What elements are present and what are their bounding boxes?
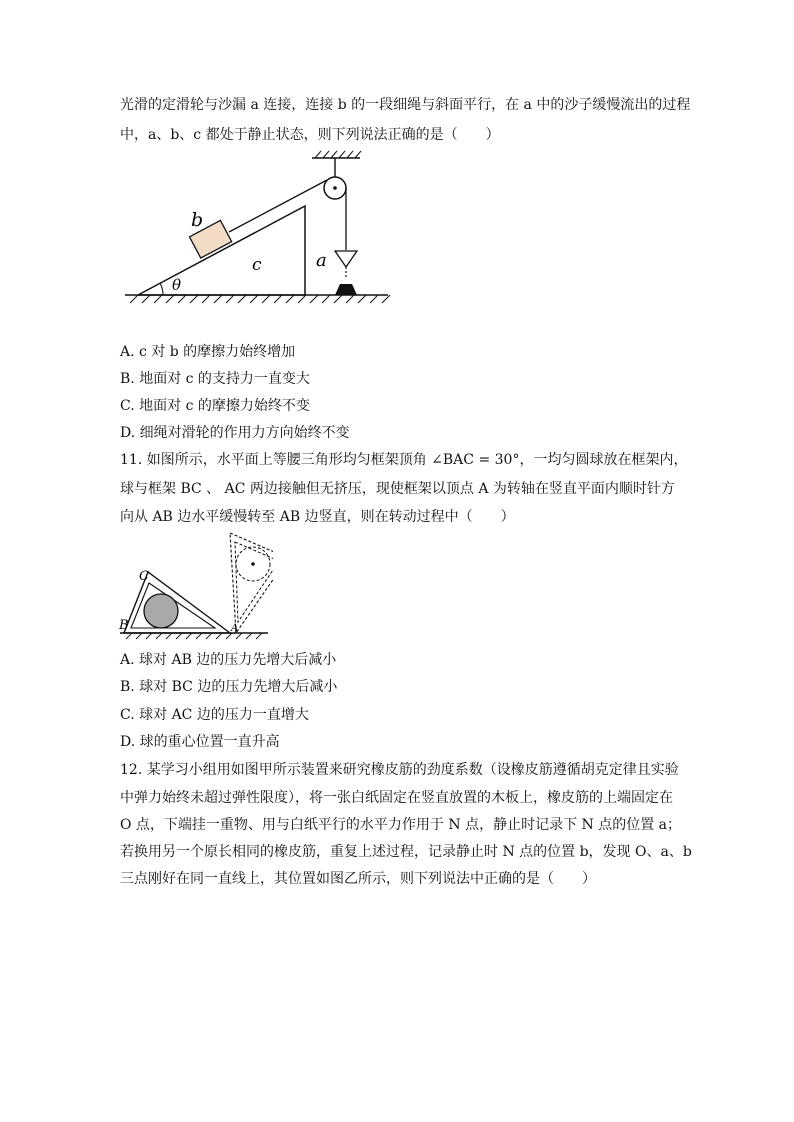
q11-option-b: B. 球对 BC 边的压力先增大后减小 bbox=[120, 679, 338, 695]
sand-pile bbox=[335, 284, 357, 295]
q12-line-5: 三点刚好在同一直线上，其位置如图乙所示，则下列说法中正确的是（ ） bbox=[120, 871, 596, 887]
q10-option-c: C. 地面对 c 的摩擦力始终不变 bbox=[120, 398, 310, 414]
label-a: a bbox=[316, 250, 327, 271]
q11-option-d: D. 球的重心位置一直升高 bbox=[120, 734, 280, 750]
label-b: b bbox=[191, 209, 204, 231]
q11-stem-line-2: 球与框架 BC 、 AC 两边接触但无挤压，现使框架以顶点 A 为转轴在竖直平面内顺时针方 bbox=[120, 481, 675, 497]
label-B: B bbox=[119, 618, 129, 633]
q10-incline-figure bbox=[120, 150, 400, 315]
label-A: A bbox=[231, 623, 239, 634]
q12-line-2: 中弹力始终未超过弹性限度），将一张白纸固定在竖直放置的木板上，橡皮筋的上端固定在 bbox=[120, 790, 673, 806]
label-theta: θ bbox=[172, 276, 182, 294]
q10-option-a: A. c 对 b 的摩擦力始终增加 bbox=[120, 344, 296, 360]
q11-stem-line-3: 向从 AB 边水平缓慢转至 AB 边竖直，则在转动过程中（ ） bbox=[120, 509, 515, 525]
q12-line-4: 若换用另一个原长相同的橡皮筋，重复上述过程，记录静止时 N 点的位置 b，发现 O、a、b bbox=[120, 844, 692, 860]
label-C: C bbox=[139, 569, 149, 584]
incline-block-c bbox=[138, 206, 305, 295]
q10-stem-line-2: 中，a、b、c 都处于静止状态，则下列说法正确的是（ ） bbox=[120, 127, 500, 143]
q12-line-1: 12. 某学习小组用如图甲所示装置来研究橡皮筋的劲度系数（设橡皮筋遵循胡克定律且实验 bbox=[120, 762, 679, 778]
q11-frame-figure bbox=[118, 530, 273, 642]
sand-funnel-a bbox=[335, 251, 357, 267]
q12-line-3: O 点，下端挂一重物、用与白纸平行的水平力作用于 N 点，静止时记录下 N 点的位置 a； bbox=[120, 817, 682, 833]
q10-option-b: B. 地面对 c 的支持力一直变大 bbox=[120, 371, 310, 387]
q11-stem-line-1: 11. 如图所示，水平面上等腰三角形均匀框架顶角 ∠BAC = 30°，一均匀圆球放在框架内， bbox=[120, 452, 688, 468]
q11-option-c: C. 球对 AC 边的压力一直增大 bbox=[120, 707, 309, 723]
q11-option-a: A. 球对 AB 边的压力先增大后减小 bbox=[120, 652, 337, 668]
ball bbox=[144, 594, 178, 628]
label-c: c bbox=[252, 255, 262, 275]
q10-stem-line-1: 光滑的定滑轮与沙漏 a 连接，连接 b 的一段细绳与斜面平行，在 a 中的沙子缓慢流出的过程 bbox=[120, 97, 691, 113]
q10-option-d: D. 细绳对滑轮的作用力方向始终不变 bbox=[120, 425, 350, 441]
